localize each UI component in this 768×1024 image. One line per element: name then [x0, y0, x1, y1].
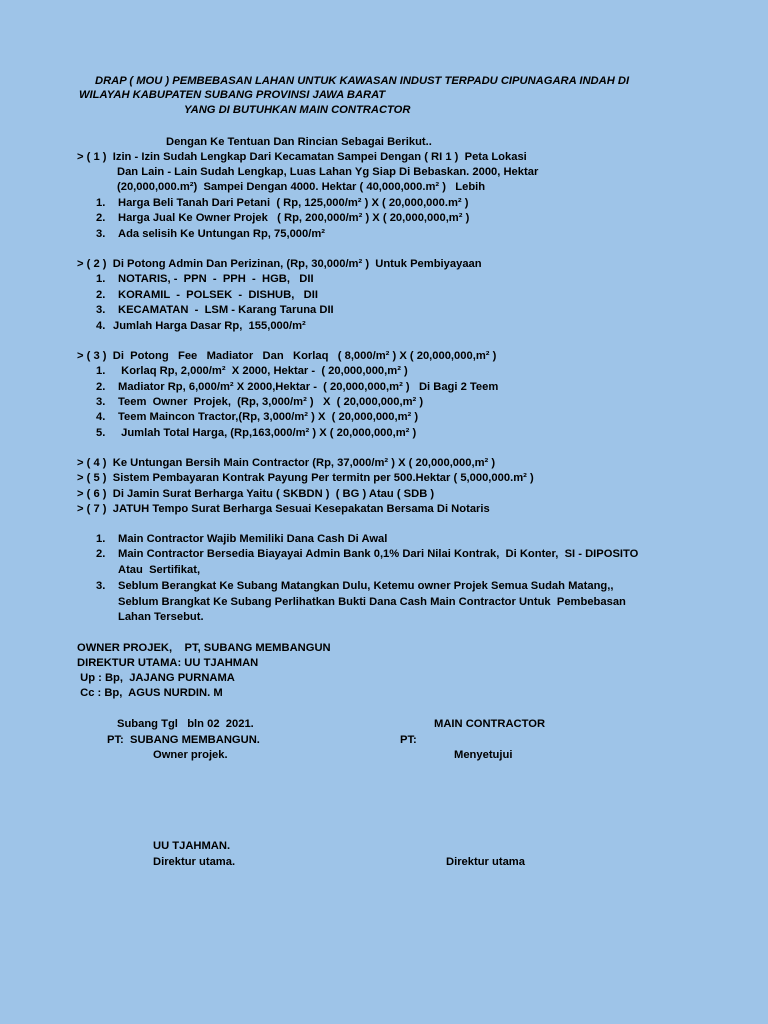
item-text: KORAMIL - POLSEK - DISHUB, DII: [118, 289, 318, 301]
section-2-item: [96, 303, 334, 317]
item-text: KECAMATAN - LSM - Karang Taruna DII: [118, 304, 334, 316]
section-2-item: [96, 319, 306, 333]
point-6: > ( 6 ) Di Jamin Surat Berharga Yaitu ( SKBDN ) ( BG ) Atau ( SDB ): [77, 488, 435, 500]
item-number: 3.: [96, 228, 106, 240]
item-text: Main Contractor Bersedia Biayayai Admin Bank 0,1% Dari Nilai Kontrak, Di Konter, SI - DIPOSITO: [118, 548, 639, 560]
item-number: 1.: [96, 273, 106, 285]
requirement-2: [96, 547, 638, 561]
item-text: Seblum Berangkat Ke Subang Matangkan Dulu, Ketemu owner Projek Semua Sudah Matang,,: [118, 580, 614, 592]
item-number: 3.: [96, 580, 106, 592]
item-text: Jumlah Total Harga, (Rp,163,000/m² ) X ( 20,000,000,m² ): [118, 427, 417, 439]
title-line-3: YANG DI BUTUHKAN MAIN CONTRACTOR: [184, 104, 411, 116]
section-1-continuation-2: (20,000,000.m²) Sampei Dengan 4000. Hektar ( 40,000,000.m² ) Lebih: [117, 181, 486, 193]
signature-date: Subang Tgl bln 02 2021.: [117, 718, 254, 730]
section-1-item: [96, 211, 469, 225]
section-3-item: [96, 380, 498, 394]
item-text: Harga Jual Ke Owner Projek ( Rp, 200,000/m² ) X ( 20,000,000,m² ): [118, 212, 470, 224]
signature-right-position: Direktur utama: [446, 856, 525, 868]
item-text: Teem Owner Projek, (Rp, 3,000/m² ) X ( 20,000,000,m² ): [118, 396, 424, 408]
item-number: 1.: [96, 197, 106, 209]
item-number: 4.: [96, 411, 106, 423]
section-2-item: [96, 272, 314, 286]
section-1-continuation-1: Dan Lain - Lain Sudah Lengkap, Luas Lahan Yg Siap Di Bebaskan. 2000, Hektar: [117, 166, 539, 178]
owner-line-4: Cc : Bp, AGUS NURDIN. M: [77, 687, 223, 699]
item-number: 2.: [96, 381, 106, 393]
point-7: > ( 7 ) JATUH Tempo Surat Berharga Sesuai Kesepakatan Bersama Di Notaris: [77, 503, 490, 515]
signature-left-position: Direktur utama.: [153, 856, 236, 868]
item-number: 1.: [96, 365, 106, 377]
item-number: 5.: [96, 427, 106, 439]
item-number: 2.: [96, 548, 106, 560]
signature-left-name: UU TJAHMAN.: [153, 840, 231, 852]
item-number: 2.: [96, 289, 106, 301]
item-number: 1.: [96, 533, 106, 545]
section-2-heading: > ( 2 ) Di Potong Admin Dan Perizinan, (Rp, 30,000/m² ) Untuk Pembiyayaan: [77, 258, 482, 270]
item-text: Main Contractor Wajib Memiliki Dana Cash Di Awal: [118, 533, 388, 545]
item-number: 2.: [96, 212, 106, 224]
requirement-3-continuation-1: Seblum Brangkat Ke Subang Perlihatkan Bukti Dana Cash Main Contractor Untuk Pembebasan: [118, 596, 626, 608]
signature-right-company: PT:: [400, 734, 417, 746]
requirement-3: [96, 579, 613, 593]
section-3-item: [96, 364, 408, 378]
item-text: Madiator Rp, 6,000/m² X 2000,Hektar - ( 20,000,000,m² ) Di Bagi 2 Teem: [118, 381, 499, 393]
item-number: 3.: [96, 396, 106, 408]
item-text: Korlaq Rp, 2,000/m² X 2000, Hektar - ( 20,000,000,m² ): [118, 365, 408, 377]
item-text: Harga Beli Tanah Dari Petani ( Rp, 125,000/m² ) X ( 20,000,000.m² ): [118, 197, 469, 209]
item-text: NOTARIS, - PPN - PPH - HGB, DII: [118, 273, 314, 285]
section-3-heading: > ( 3 ) Di Potong Fee Madiator Dan Korlaq ( 8,000/m² ) X ( 20,000,000,m² ): [77, 350, 497, 362]
item-text: Teem Maincon Tractor,(Rp, 3,000/m² ) X ( 20,000,000,m² ): [118, 411, 419, 423]
section-3-item: [96, 395, 423, 409]
owner-line-2: DIREKTUR UTAMA: UU TJAHMAN: [77, 657, 259, 669]
point-4: > ( 4 ) Ke Untungan Bersih Main Contractor (Rp, 37,000/m² ) X ( 20,000,000,m² ): [77, 457, 496, 469]
section-1-item: [96, 227, 325, 241]
item-text: Ada selisih Ke Untungan Rp, 75,000/m²: [118, 228, 326, 240]
requirement-3-continuation-2: Lahan Tersebut.: [118, 611, 204, 623]
title-line-1: DRAP ( MOU ) PEMBEBASAN LAHAN UNTUK KAWASAN INDUST TERPADU CIPUNAGARA INDAH DI: [95, 75, 630, 87]
item-number: 4.: [96, 320, 106, 332]
signature-right-title: MAIN CONTRACTOR: [434, 718, 546, 730]
signature-right-role: Menyetujui: [454, 749, 513, 761]
section-3-item: [96, 426, 416, 440]
section-1-heading: > ( 1 ) Izin - Izin Sudah Lengkap Dari Kecamatan Sampei Dengan ( RI 1 ) Peta Lokasi: [77, 151, 527, 163]
requirement-2-continuation: Atau Sertifikat,: [118, 564, 201, 576]
item-text: Jumlah Harga Dasar Rp, 155,000/m²: [113, 320, 306, 332]
point-5: > ( 5 ) Sistem Pembayaran Kontrak Payung Per termitn per 500.Hektar ( 5,000,000.m² ): [77, 472, 534, 484]
title-line-2: WILAYAH KABUPATEN SUBANG PROVINSI JAWA BARAT: [79, 89, 386, 101]
requirement-1: [96, 532, 387, 546]
signature-left-role: Owner projek.: [153, 749, 228, 761]
section-3-item: [96, 410, 418, 424]
signature-left-company: PT: SUBANG MEMBANGUN.: [107, 734, 260, 746]
owner-line-3: Up : Bp, JAJANG PURNAMA: [77, 672, 235, 684]
owner-line-1: OWNER PROJEK, PT, SUBANG MEMBANGUN: [77, 642, 331, 654]
intro-text: Dengan Ke Tentuan Dan Rincian Sebagai Berikut..: [166, 136, 432, 148]
section-2-item: [96, 288, 318, 302]
item-number: 3.: [96, 304, 106, 316]
section-1-item: [96, 196, 468, 210]
